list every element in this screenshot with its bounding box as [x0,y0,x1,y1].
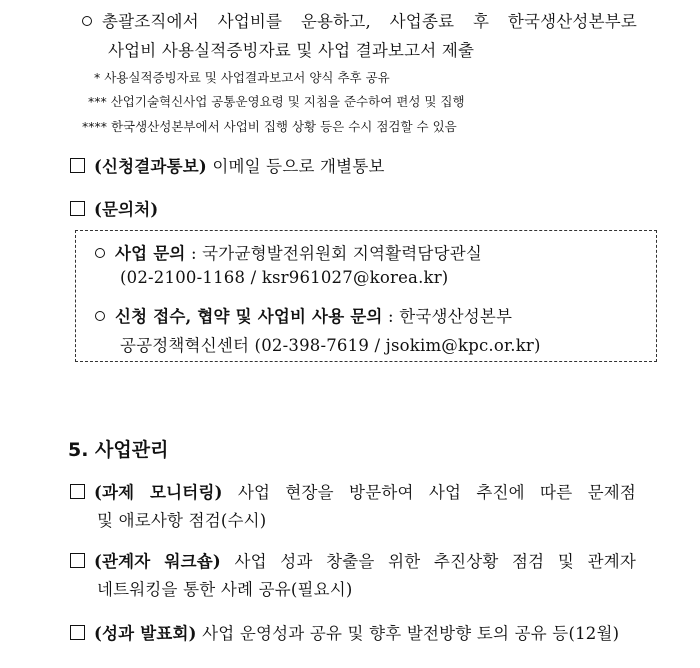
note-1 [94,68,390,86]
result-notice-label: (신청결과통보) [94,157,207,176]
section5-item-2-line1: (관계자 워크숍) 사업 성과 창출을 위한 추진상황 점검 및 관계자 [70,548,636,572]
section5-item-2-line2: 네트워킹을 통한 사례 공유(필요시) [97,580,353,599]
result-notice [70,153,385,177]
note-mark: *** [88,94,107,109]
circle-bullet-icon [95,311,105,321]
note-2 [88,92,465,110]
contact-item-detail: (02-2100-1168 / ksr961027@korea.kr) [120,268,449,287]
top-bullet-line1: 총괄조직에서 사업비를 운용하고, 사업종료 후 한국생산성본부로 [82,8,637,32]
section-heading: 5. 사업관리 [68,439,169,461]
note-mark: **** [82,119,107,134]
item-label: (성과 발표회) [94,624,197,643]
checkbox-icon [70,553,85,568]
circle-bullet-icon [95,248,105,258]
item-label: (관계자 워크숍) [94,552,221,571]
top-bullet-line2: 사업비 사용실적증빙자료 및 사업 결과보고서 제출 [108,41,475,60]
checkbox-icon [70,201,85,216]
contact-item-org: 국가균형발전위원회 지역활력담당관실 [202,244,482,263]
result-notice-text: 이메일 등으로 개별통보 [212,157,385,176]
note-text: 산업기술혁신사업 공통운영요령 및 지침을 준수하여 편성 및 집행 [110,94,465,109]
section5-item-1-line2: 및 애로사항 점검(수시) [97,511,267,530]
contact-item-2-line2 [120,332,541,356]
section5-item-1-line1: (과제 모니터링) 사업 현장을 방문하여 사업 추진에 따른 문제점 [70,479,636,503]
contact-item-2-line1: 신청 접수, 협약 및 사업비 사용 문의 : 한국생산성본부 [95,303,512,327]
contact-item-1-line1: 사업 문의 : 국가균형발전위원회 지역활력담당관실 [95,240,482,264]
note-mark: * [94,70,101,85]
note-text: 한국생산성본부에서 사업비 집행 상황 등은 수시 점검할 수 있음 [110,119,457,134]
contact-item-org: 한국생산성본부 [399,307,513,326]
note-text: 사용실적증빙자료 및 사업결과보고서 양식 추후 공유 [104,70,390,85]
item-label: (과제 모니터링) [94,483,223,502]
checkbox-icon [70,625,85,640]
contact-item-title: 신청 접수, 협약 및 사업비 사용 문의 [115,307,383,326]
contact-heading [70,196,158,220]
note-3 [82,117,457,135]
contact-item-title: 사업 문의 [115,244,186,263]
circle-bullet-icon [82,16,92,26]
contact-label: (문의처) [94,200,159,219]
section5-item-3-line1: (성과 발표회) 사업 운영성과 공유 및 향후 발전방향 토의 공유 등(12월) [70,620,619,644]
checkbox-icon [70,484,85,499]
checkbox-icon [70,158,85,173]
contact-item-1-line2 [120,268,448,287]
contact-item-detail: 공공정책혁신센터 (02-398-7619 / jsokim@kpc.or.kr) [120,336,541,355]
